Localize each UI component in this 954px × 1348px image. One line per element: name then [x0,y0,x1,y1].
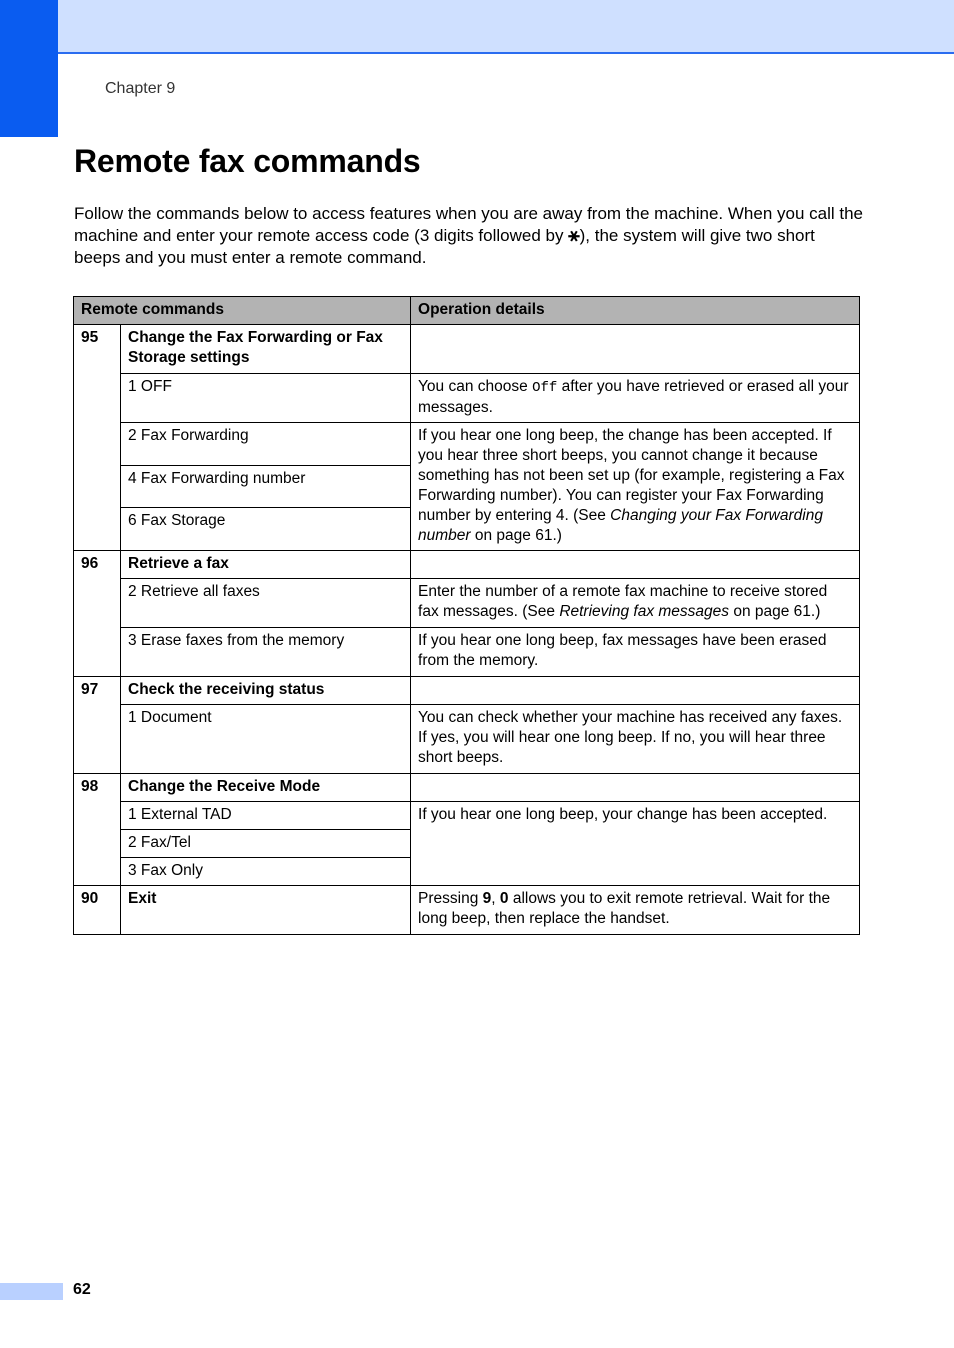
command-title-97: Check the receiving status [121,677,411,705]
option-fax-tel: 2 Fax/Tel [121,830,411,858]
table-row [74,551,860,579]
command-code-90: 90 [74,886,121,935]
mono-off: Off [532,380,558,396]
header-band [0,0,954,54]
detail-fax-forwarding: If you hear one long beep, the change has been accepted. If you hear three short beeps, you cannot change it because something has not been set up (for example, registering a Fax Forwarding number). You can register your Fax Forwarding number by entering 4. (See Changing your Fax Forwarding number on page 61.) [411,423,860,551]
detail-empty [411,551,860,579]
command-title-95: Change the Fax Forwarding or Fax Storage settings [121,325,411,374]
table-row [74,628,860,677]
table-row [74,374,860,423]
footer-band [0,1283,63,1300]
table-row [74,677,860,705]
key-9: 9 [482,890,492,907]
xref-retrieving: Retrieving fax messages [559,603,730,620]
xref-forwarding: Changing your Fax Forwarding number [418,507,823,544]
command-code-97: 97 [74,677,121,774]
table-row [74,774,860,802]
detail-erase-faxes: If you hear one long beep, fax messages have been erased from the memory. [411,628,860,677]
table-row [74,802,860,830]
option-fax-only: 3 Fax Only [121,858,411,886]
chapter-tab [0,0,58,137]
intro-text-end: ), the system will give two short beeps and you must enter a remote command. [74,226,815,267]
table-row [74,579,860,628]
remote-commands-table [73,296,860,935]
table-row [74,325,860,374]
detail-empty [411,325,860,374]
command-title-98: Change the Receive Mode [121,774,411,802]
command-title-96: Retrieve a fax [121,551,411,579]
detail-empty [411,677,860,705]
key-0: 0 [499,890,509,907]
option-off: 1 OFF [121,374,411,423]
command-title-90: Exit [121,886,411,935]
option-fax-forwarding: 2 Fax Forwarding [121,423,411,466]
option-retrieve-all: 2 Retrieve all faxes [121,579,411,628]
header-operation-details: Operation details [411,297,860,325]
detail-document: You can check whether your machine has received any faxes. If yes, you will hear one long beep. If no, you will hear three short beeps. [411,705,860,774]
option-fax-storage: 6 Fax Storage [121,508,411,551]
option-erase-faxes: 3 Erase faxes from the memory [121,628,411,677]
detail-exit: Pressing 9, 0 allows you to exit remote retrieval. Wait for the long beep, then replace the handset. [411,886,860,935]
command-code-95: 95 [74,325,121,551]
table-row [74,423,860,466]
page-number: 62 [73,1281,91,1298]
table-row [74,886,860,935]
star-key-icon: ⚹ [568,225,580,246]
table-header-row [74,297,860,325]
option-external-tad: 1 External TAD [121,802,411,830]
intro-text-start: Follow the commands below to access features when you are away from the machine. When you call the machine and enter your remote access code (3 digits followed by [74,204,863,245]
header-remote-commands: Remote commands [74,297,411,325]
page-title: Remote fax commands [74,143,421,179]
table-row [74,705,860,774]
chapter-label: Chapter 9 [105,80,176,97]
intro-paragraph [74,203,864,269]
detail-empty [411,774,860,802]
command-code-96: 96 [74,551,121,677]
detail-off: You can choose Off after you have retrieved or erased all your messages. [411,374,860,423]
option-fax-forwarding-number: 4 Fax Forwarding number [121,465,411,508]
option-document: 1 Document [121,705,411,774]
command-code-98: 98 [74,774,121,886]
detail-retrieve-all: Enter the number of a remote fax machine to receive stored fax messages. (See Retrieving fax messages on page 61.) [411,579,860,628]
detail-receive-mode: If you hear one long beep, your change has been accepted. [411,802,860,886]
